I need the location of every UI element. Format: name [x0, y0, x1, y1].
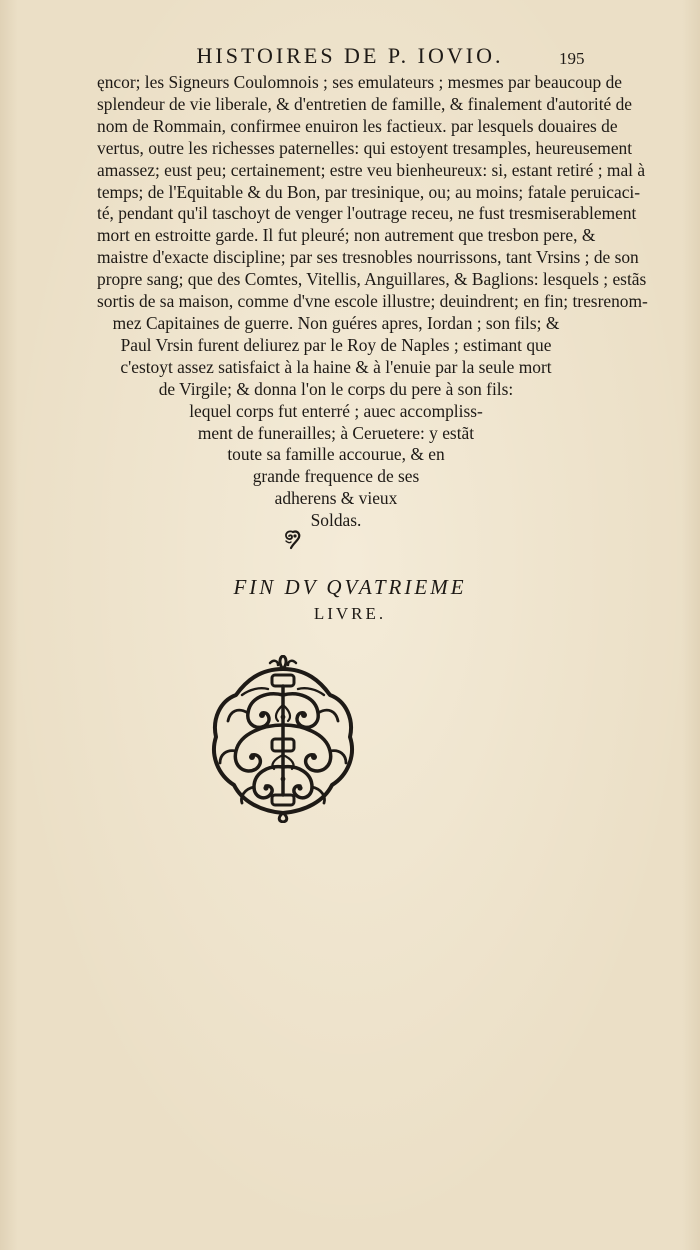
text-line: de Virgile; & donna l'on le corps du pere à son fils: — [158, 378, 514, 399]
text-line: splendeur de vie liberale, & d'entretien de famille, & finalement d'autorité de — [97, 93, 633, 114]
text-line: mort en estroitte garde. Il fut pleuré; non autrement que tresbon pere, & — [97, 225, 596, 246]
text-line: ęncor; les Signeurs Coulomnois ; ses emulateurs ; mesmes par beaucoup de — [97, 72, 622, 92]
text-line: Paul Vrsin furent deliurez par le Roy de Naples ; estimant que — [120, 334, 552, 355]
page-number: 195 — [559, 49, 585, 68]
body-text — [97, 72, 648, 532]
text-line: maistre d'exacte discipline; par ses tresnobles nourrissons, tant Vrsins ; de son — [97, 247, 639, 268]
running-title: HISTOIRES DE P. IOVIO. — [196, 43, 504, 68]
text-line: té, pendant qu'il taschoyt de venger l'outrage receu, ne fust tresmiserablement — [97, 203, 637, 224]
text-line: c'estoyt assez satisfaict à la haine & à l'enuie par la seule mort — [120, 356, 552, 377]
text-line: temps; de l'Equitable & du Bon, par tresinique, ou; au moins; fatale peruicaci- — [97, 181, 641, 202]
text-line: propre sang; que des Comtes, Vitellis, Anguillares, & Baglions: lesquels ; estãs — [97, 269, 647, 290]
text-line: grande frequence de ses — [252, 466, 420, 487]
text-line: lequel corps fut enterré ; auec accompliss- — [189, 400, 483, 421]
text-line: sortis de sa maison, comme d'vne escole illustre; deuindrent; en fin; tresrenom- — [97, 291, 648, 312]
text-line: vertus, outre les richesses paternelles: qui estoyent tresamples, heureusement — [97, 137, 633, 158]
fleuron-icon — [278, 527, 308, 551]
text-line: Soldas. — [310, 510, 362, 531]
text-line: mez Capitaines de guerre. Non guéres apres, Iordan ; son fils; & — [112, 312, 560, 333]
book-end-title: FIN DV QVATRIEME — [233, 575, 467, 599]
text-line: toute sa famille accourue, & en — [227, 444, 445, 465]
text-line: ment de funerailles; à Ceruetere: y estãt — [197, 422, 475, 443]
book-end-subtitle: LIVRE. — [313, 604, 387, 623]
text-line: amassez; eust peu; certainement; estre veu bienheureux: si, estant retiré ; mal à — [97, 159, 646, 180]
text-line: adherens & vieux — [274, 488, 398, 509]
arabesque-ornament-icon — [208, 655, 358, 823]
text-line: nom de Rommain, confirmee enuiron les factieux. par lesquels douaires de — [97, 115, 618, 136]
